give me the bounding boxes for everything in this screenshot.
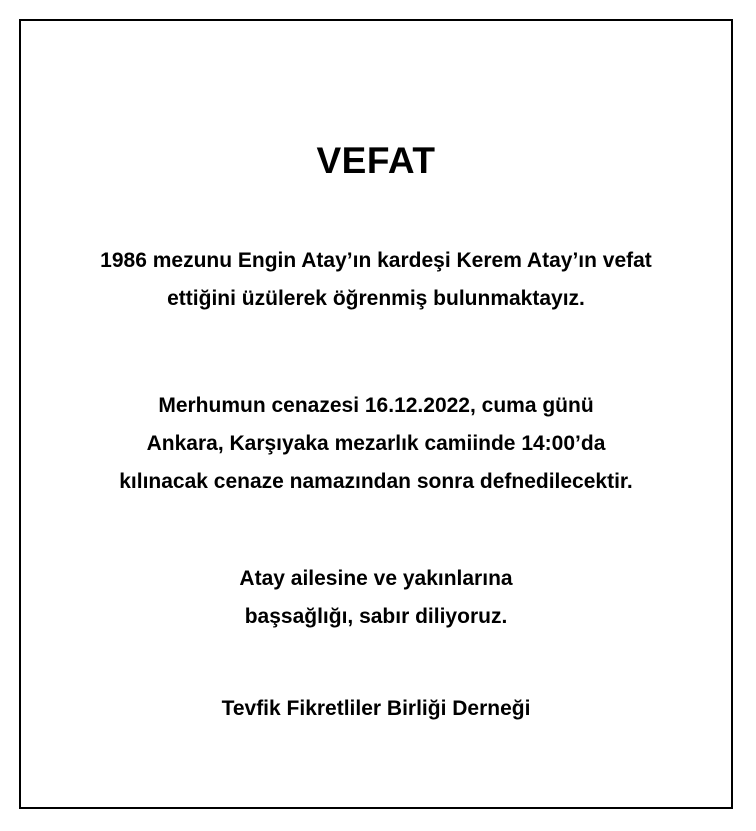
funeral-details-line: Merhumun cenazesi 16.12.2022, cuma günü: [158, 394, 594, 417]
funeral-details-line: kılınacak cenaze namazından sonra defnedilecektir.: [119, 470, 633, 493]
announcement-paragraph: [21, 242, 731, 318]
funeral-details-paragraph: [21, 387, 731, 501]
signature-paragraph: [21, 690, 731, 728]
notice-frame: [19, 19, 733, 809]
signature: Tevfik Fikretliler Birliği Derneği: [221, 697, 531, 720]
notice-title: VEFAT: [316, 140, 436, 181]
announcement-line: 1986 mezunu Engin Atay’ın kardeşi Kerem Atay’ın vefat: [100, 249, 652, 272]
condolence-line: başsağlığı, sabır diliyoruz.: [244, 605, 508, 628]
condolence-paragraph: [21, 560, 731, 636]
condolence-line: Atay ailesine ve yakınlarına: [239, 567, 513, 590]
announcement-line: ettiğini üzülerek öğrenmiş bulunmaktayız.: [167, 287, 585, 310]
funeral-details-line: Ankara, Karşıyaka mezarlık camiinde 14:00’da: [146, 432, 606, 455]
